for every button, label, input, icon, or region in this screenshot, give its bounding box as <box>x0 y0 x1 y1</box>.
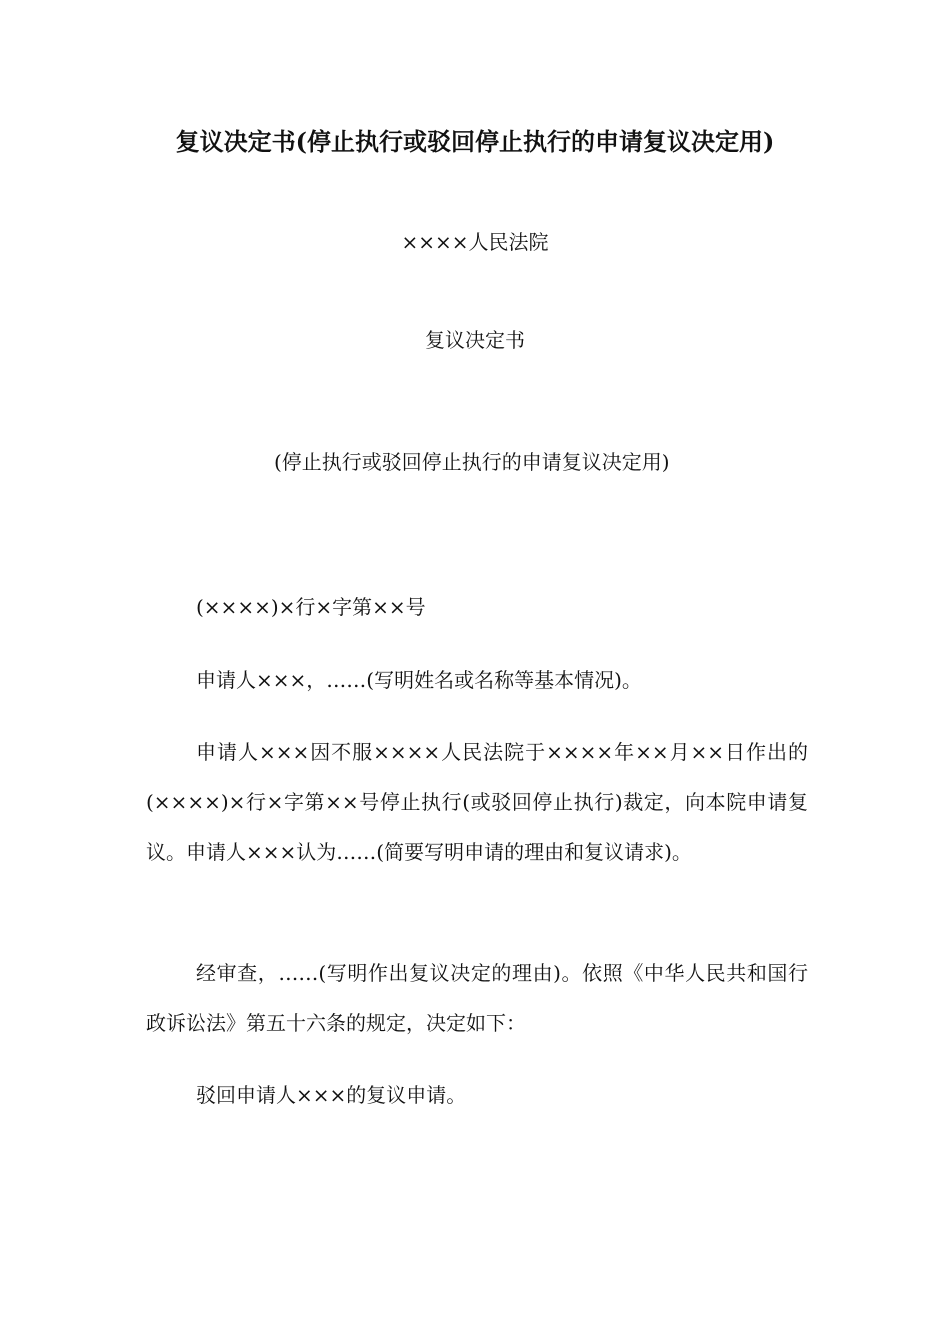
facts-paragraph: 申请人×××因不服××××人民法院于××××年××月××日作出的(××××)×行×字第××号停止执行(或驳回停止执行)裁定，向本院申请复议。申请人×××认为……(简要写明申请的理由和复议请求)。 <box>146 740 808 864</box>
document-purpose: (停止执行或驳回停止执行的申请复议决定用) <box>274 450 670 474</box>
case-number-paragraph: (××××)×行×字第××号 <box>196 595 426 619</box>
document-type: 复议决定书 <box>425 328 525 352</box>
court-name: ××××人民法院 <box>401 230 549 254</box>
document-title: 复议决定书(停止执行或驳回停止执行的申请复议决定用) <box>175 127 775 156</box>
review-paragraph: 经审查，……(写明作出复议决定的理由)。依照《中华人民共和国行政诉讼法》第五十六条的规定，决定如下： <box>146 961 808 1035</box>
decision-paragraph: 驳回申请人×××的复议申请。 <box>196 1083 467 1107</box>
applicant-paragraph: 申请人×××，……(写明姓名或名称等基本情况)。 <box>196 668 642 692</box>
